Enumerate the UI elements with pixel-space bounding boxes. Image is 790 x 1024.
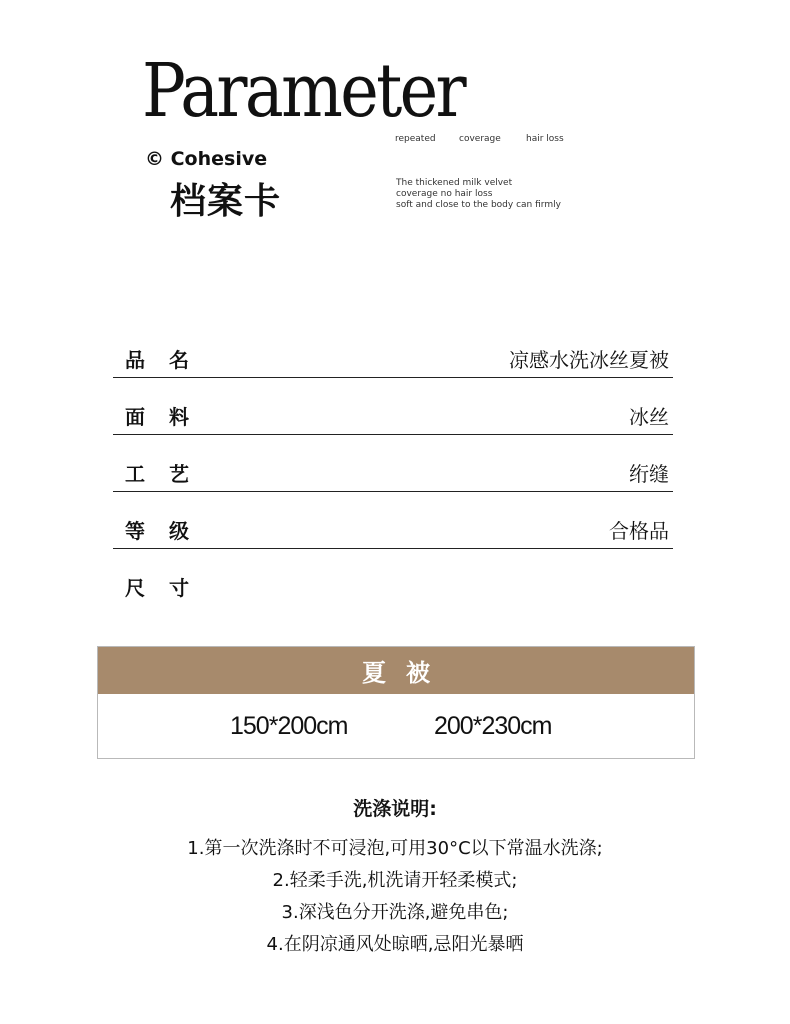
- param-value: 凉感水洗冰丝夏被: [509, 348, 669, 372]
- parameter-table: [113, 340, 673, 624]
- param-row-size: [113, 568, 673, 605]
- washing-instructions: [0, 794, 790, 961]
- page-title: Parameter: [142, 48, 465, 134]
- param-label: 等级: [125, 519, 213, 543]
- param-row-fabric: [113, 397, 673, 435]
- washing-item: 3.深浅色分开洗涤,避免串色;: [281, 902, 509, 923]
- washing-item: 4.在阴凉通风处晾晒,忌阳光暴晒: [266, 934, 524, 955]
- tag-repeated: repeated: [395, 134, 436, 144]
- description-line: coverage no hair loss: [396, 189, 493, 199]
- washing-item: 2.轻柔手洗,机洗请开轻柔模式;: [272, 870, 518, 891]
- description: [396, 178, 561, 211]
- param-row-grade: [113, 511, 673, 549]
- param-label: 面料: [125, 405, 213, 429]
- size-table-header: 夏被: [98, 647, 694, 694]
- description-line: The thickened milk velvet: [396, 178, 513, 188]
- brand-name: © Cohesive: [145, 148, 268, 170]
- param-row-craft: [113, 454, 673, 492]
- param-value: 冰丝: [629, 405, 669, 429]
- page-subtitle: 档案卡: [170, 181, 282, 222]
- tag-coverage: coverage: [459, 134, 501, 144]
- description-line: soft and close to the body can firmly: [396, 200, 561, 210]
- param-label: 品名: [125, 348, 213, 372]
- size-value: 150*200cm: [230, 712, 348, 740]
- size-table-values: [98, 694, 694, 760]
- param-row-name: [113, 340, 673, 378]
- washing-item: 1.第一次洗涤时不可浸泡,可用30°C以下常温水洗涤;: [187, 838, 603, 859]
- tag-hair-loss: hair loss: [526, 134, 564, 144]
- param-label: 工艺: [125, 462, 213, 486]
- size-table: [97, 646, 695, 759]
- washing-title: 洗涤说明:: [353, 798, 437, 820]
- size-value: 200*230cm: [434, 712, 552, 740]
- param-value: 合格品: [609, 519, 669, 543]
- param-value: 绗缝: [629, 462, 669, 486]
- param-label: 尺寸: [125, 576, 213, 600]
